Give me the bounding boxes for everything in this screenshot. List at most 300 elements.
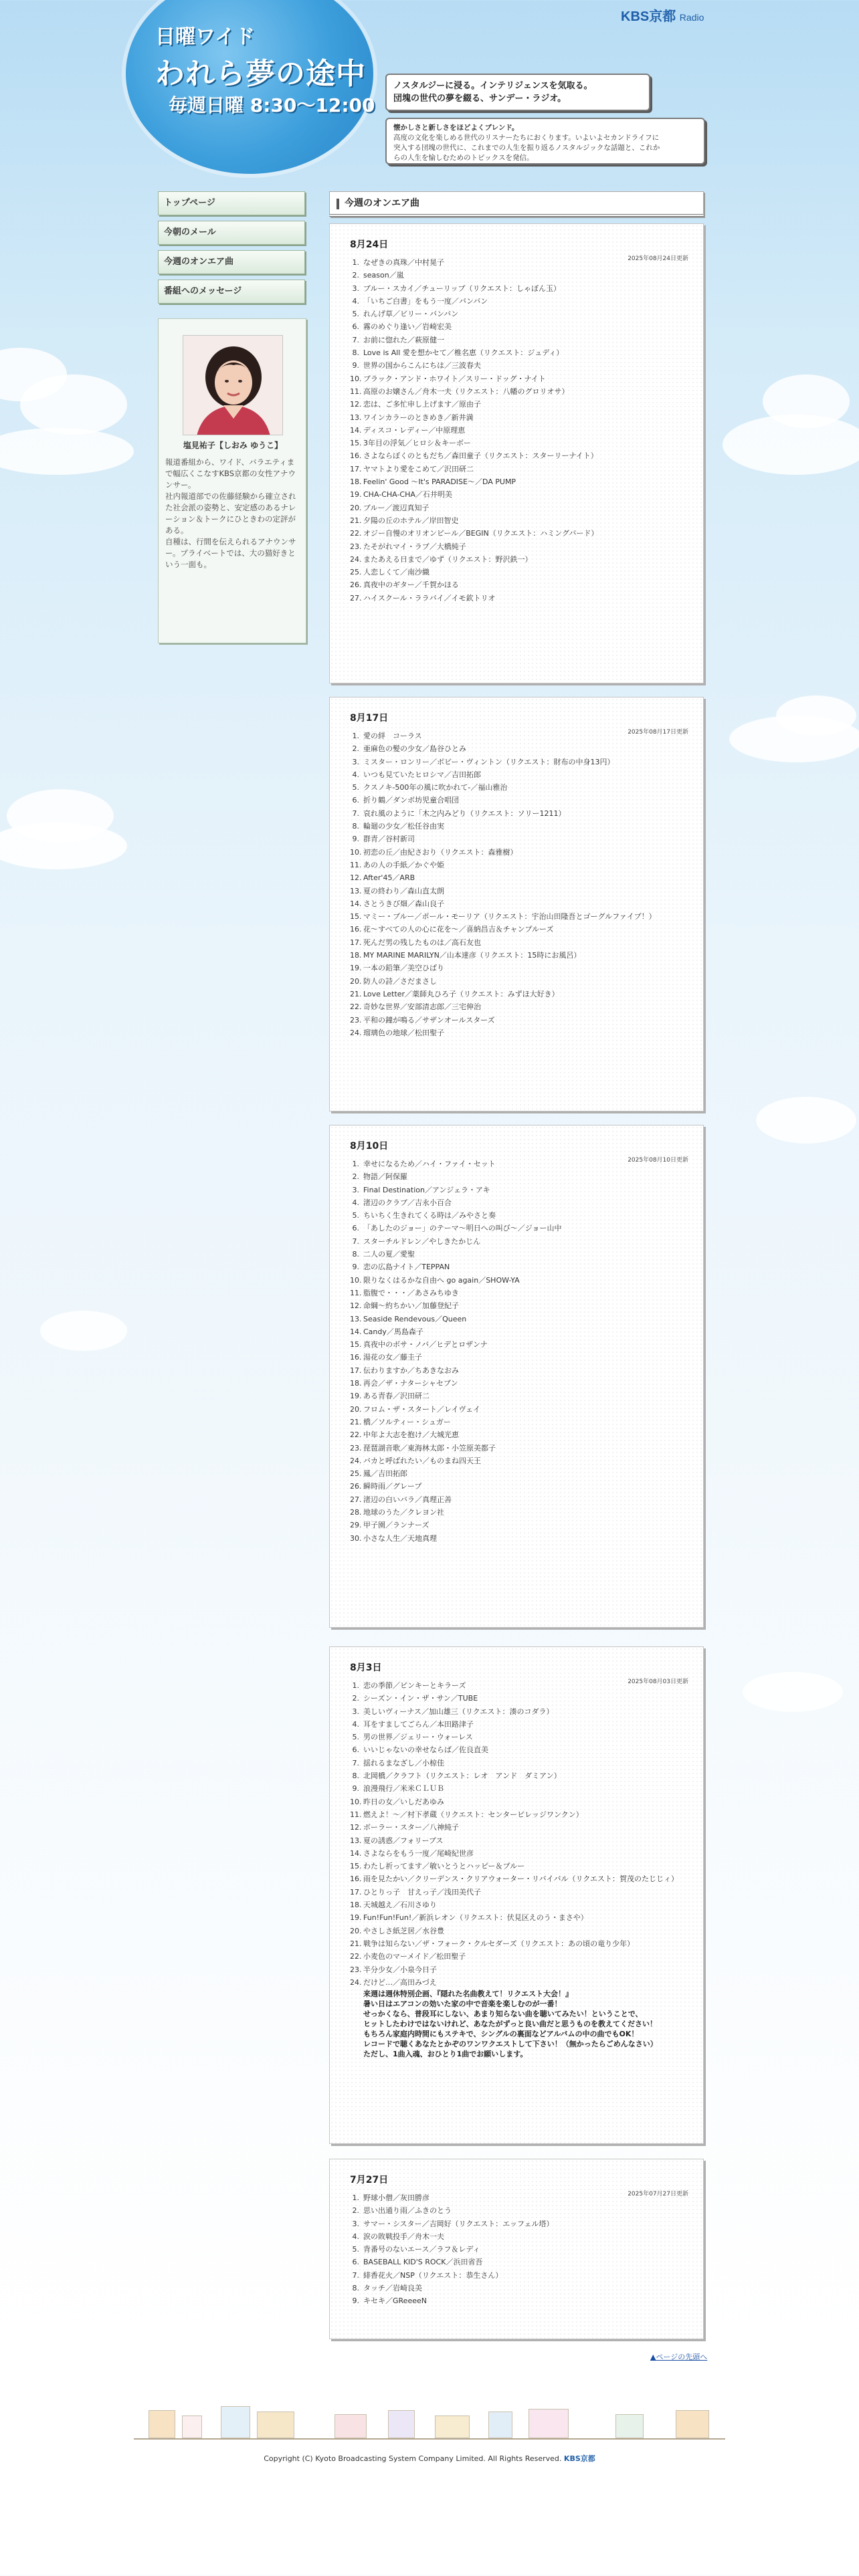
song-item [350, 1014, 688, 1027]
song-title: たそがれマイ・ラブ／大橋純子 [363, 542, 466, 551]
song-title: 男の世界／ジェリー・ウォーレス [363, 1733, 473, 1742]
song-list [350, 2191, 688, 2308]
song-number: 19. [350, 1392, 362, 1401]
song-item [350, 742, 688, 755]
song-title: 昨日の女／いしだあゆみ [363, 1797, 444, 1806]
song-title: 群青／谷村新司 [363, 835, 415, 844]
song-title: After'45／ARB [363, 873, 415, 883]
song-title: 死んだ男の残したものは／高石友也 [363, 938, 481, 947]
show-title: われら夢の途中 [155, 57, 366, 91]
song-number: 7. [352, 2270, 359, 2280]
song-title: 一本の鉛筆／美空ひばり [363, 964, 444, 973]
song-number: 20. [350, 976, 362, 986]
song-title: 緋香花火／NSP（リクエスト：恭生さん） [363, 2270, 503, 2280]
station-logo-sub: Radio [679, 12, 704, 23]
song-title: 瑠璃色の地球／松田聖子 [363, 1028, 444, 1037]
song-item [350, 269, 688, 282]
song-item [350, 540, 688, 553]
song-title: 橋／ソルティー・シュガー [363, 1417, 451, 1426]
tagline-box [385, 74, 650, 111]
song-title: 瞬時雨／グレープ [363, 1482, 422, 1491]
song-title: 幸せになるため／ハイ・ファイ・セット [363, 1160, 496, 1168]
station-logo-text: KBS京都 [621, 9, 676, 24]
song-item [350, 1493, 688, 1506]
song-item [350, 820, 688, 833]
song-number: 22. [350, 1952, 362, 1961]
onair-section [329, 2159, 704, 2339]
song-number: 11. [350, 860, 362, 869]
song-item [350, 1769, 688, 1782]
song-item [350, 807, 688, 820]
song-title: 浪漫飛行／米米ＣＬＵＢ [363, 1784, 444, 1794]
song-title: season／嵐 [363, 271, 404, 280]
song-title: クスノキ-500年の風に吹かれて-／福山雅治 [363, 783, 508, 792]
song-title: 脂腹で・・・／あさみちゆき [363, 1288, 459, 1297]
song-title: CHA-CHA-CHA／石井明美 [363, 490, 452, 500]
song-number: 18. [350, 951, 362, 960]
song-title: 天城越え／石川さゆり [363, 1901, 437, 1910]
song-number: 10. [350, 374, 362, 383]
song-title: 中年よ大志を抱け／大城光恵 [363, 1430, 459, 1440]
song-title: やさしさ紙芝居／水谷豊 [363, 1926, 444, 1935]
song-number: 21. [350, 516, 362, 525]
song-number: 14. [350, 1848, 362, 1858]
song-number: 1. [352, 1160, 359, 1168]
tagline-line: 団塊の世代の夢を綴る、サンデー・ラジオ。 [393, 94, 567, 104]
song-number: 13. [350, 413, 362, 422]
song-title: 防人の詩／さだまさし [363, 976, 437, 986]
song-item [350, 2269, 688, 2282]
song-item [350, 1222, 688, 1235]
intro-line: 懐かしさと新しさをほどよくブレンド。 [393, 124, 519, 132]
song-item [350, 1519, 688, 1531]
note-line: ただし、1曲入魂、おひとり1曲でお願いします。 [363, 2050, 528, 2059]
song-number: 30. [350, 1533, 362, 1543]
song-item [350, 1184, 688, 1196]
song-item [350, 295, 688, 308]
song-title: お前に惚れた／萩原健一 [363, 335, 444, 344]
song-number: 3. [352, 284, 359, 293]
song-number: 11. [350, 387, 362, 396]
song-number: 14. [350, 425, 362, 435]
song-number: 2. [352, 271, 359, 280]
footer-logo: KBS京都 [563, 2454, 595, 2463]
nav-item-onair[interactable]: 今週のオンエア曲 [158, 250, 305, 274]
song-number: 7. [352, 335, 359, 344]
song-title: 燃えよ！～／村下孝蔵（リクエスト：センタービレッジワンクン） [363, 1810, 583, 1819]
song-number: 2. [352, 1172, 359, 1182]
song-title: ハイスクール・ララバイ／イモ欽トリオ [363, 593, 496, 603]
song-title: 渚辺の白いバラ／真理正善 [363, 1495, 452, 1504]
song-title: さよならぼくのともだち／森田童子（リクエスト：スターリーナイト） [363, 451, 598, 461]
song-title: 渚辺のクラブ／吉永小百合 [363, 1198, 452, 1207]
onair-section [329, 1646, 704, 2144]
song-item [350, 1860, 688, 1872]
song-item [350, 1442, 688, 1455]
intro-line: らの人生を愉しむためのトピックスを発信。 [393, 154, 534, 162]
song-title: ちいちく生きれてくる時は／みやさと奏 [363, 1211, 496, 1220]
song-number: 15. [350, 912, 362, 922]
note-line: 来週は週休特別企画、『隠れた名曲教えて！リクエスト大会！』 [363, 1990, 573, 1999]
song-title: れんげ草／ビリー・バンバン [363, 310, 459, 319]
song-title: バカと呼ばれたい／ものまね四天王 [363, 1456, 481, 1465]
song-item [350, 1170, 688, 1183]
song-title: 揺れるまなざし／小椋佳 [363, 1758, 444, 1767]
page-top-link[interactable]: ▲ページの先頭へ [650, 2353, 708, 2361]
song-title: 美しいヴィーナス／加山雄三（リクエスト：湊のコダラ） [363, 1707, 554, 1716]
song-title: 愛の絆 コーラス [363, 732, 422, 740]
note-line: 暑い日はエアコンの効いた家の中で音楽を楽しむのが一番！ [363, 2000, 562, 2009]
song-title: 恋は、ご多忙申し上げます／原由子 [363, 400, 481, 409]
song-title: 折り鶴／ダンボ坊児童合唱団 [363, 796, 460, 805]
song-number: 6. [352, 796, 359, 805]
profile-name: 塩見祐子【しおみ ゆうこ】 [183, 441, 283, 450]
song-number: 2. [352, 744, 359, 754]
song-number: 1. [352, 1681, 359, 1690]
song-number: 14. [350, 899, 362, 908]
song-title: ディスコ・レディー／中原理恵 [363, 425, 466, 435]
song-number: 14. [350, 1327, 362, 1336]
section-updated: 2025年07月27日更新 [628, 2191, 688, 2197]
song-number: 8. [352, 1250, 359, 1259]
song-item [350, 463, 688, 475]
song-item [350, 1287, 688, 1299]
song-title: ミスター・ロンリー／ボビー・ヴィントン（リクエスト：財布の中身13円） [363, 757, 615, 766]
song-item [350, 1886, 688, 1899]
song-title: 伝わりますか／ちあきなおみ [363, 1366, 459, 1375]
song-title: 「いちご白書」をもう一度／バンバン [363, 296, 488, 306]
onair-section [329, 223, 704, 683]
section-date: 8月10日 [350, 1141, 389, 1152]
song-title: 二人の夏／愛聖 [363, 1250, 415, 1259]
song-item [350, 1506, 688, 1519]
song-item [350, 1455, 688, 1467]
song-title: ひとりっ子 甘えっ子／浅田美代子 [363, 1887, 481, 1897]
song-title: Feelin' Good ～It's PARADISE～／DA PUMP [363, 477, 516, 487]
song-item [350, 282, 688, 295]
song-item [350, 1808, 688, 1821]
profile-card [158, 318, 306, 643]
song-item [350, 1480, 688, 1493]
song-item [350, 1976, 688, 1989]
song-title: 3年目の浮気／ヒロシ＆キーボー [363, 439, 471, 448]
song-number: 4. [352, 1719, 359, 1729]
song-number: 20. [350, 1404, 362, 1414]
song-title: ブルー／渡辺真知子 [363, 503, 430, 512]
song-item [350, 962, 688, 974]
note-line: せっかくなら、普段耳にしない、あまり知らない曲を聴いてみたい！ということで、 [363, 2010, 643, 2019]
song-number: 4. [352, 296, 359, 306]
song-item [350, 794, 688, 807]
song-number: 6. [352, 1745, 359, 1755]
song-number: 26. [350, 1482, 362, 1491]
profile-bio-paragraph: 社内報道部での佐藤経験から確立された社会派の姿勢と、安定感のあるナレーション＆トークにひときわの定評がある。 [165, 492, 296, 535]
song-item [350, 2243, 688, 2256]
song-list [350, 1679, 688, 1989]
section-date: 7月27日 [350, 2175, 389, 2185]
song-number: 1. [352, 2193, 359, 2202]
song-number: 23. [350, 1015, 362, 1025]
song-number: 23. [350, 1443, 362, 1453]
song-number: 24. [350, 1977, 362, 1987]
song-title: 夕陽の丘のホテル／岸田智史 [363, 516, 459, 525]
note-line: ヒットしたわけではないけれど、あなたがずっと良い曲だと思うものを教えてください！ [363, 2020, 658, 2029]
song-number: 15. [350, 1862, 362, 1871]
song-number: 12. [350, 400, 362, 409]
song-number: 3. [352, 1185, 359, 1194]
song-number: 13. [350, 1314, 362, 1323]
song-number: 19. [350, 964, 362, 973]
song-title: 琵琶湖音歌／東海林太郎・小笠原美都子 [363, 1443, 496, 1453]
intro-line: 高度の文化を楽しめる世代のリスナーたちにおくります。いよいよセカンドライフに [393, 134, 660, 142]
song-title: さよならをもう一度／尾崎紀世彦 [363, 1848, 474, 1858]
song-number: 16. [350, 451, 362, 461]
song-title: 限りなくはるかな自由へ go again／SHOW-YA [363, 1275, 520, 1285]
song-title: マミー・ブルー／ポール・モーリア（リクエスト：宇治山田隆吾とゴーグルファイブ！） [363, 912, 656, 922]
song-item [350, 781, 688, 794]
song-number: 12. [350, 1301, 362, 1311]
song-title: 霧のめぐり逢い／岩崎宏美 [363, 322, 452, 332]
song-number: 11. [350, 1810, 362, 1819]
song-title: タッチ／岩崎良美 [363, 2284, 422, 2293]
song-number: 6. [352, 1224, 359, 1233]
song-number: 15. [350, 439, 362, 448]
song-item [350, 1834, 688, 1847]
song-item [350, 1692, 688, 1705]
onair-section [329, 1125, 704, 1628]
song-title: 再会／ザ・ナターシャセブン [363, 1379, 458, 1388]
song-item [350, 1911, 688, 1924]
song-title: Fun!Fun!Fun!／新浜レオン（リクエスト：伏見区えのう・まさや） [363, 1913, 588, 1923]
song-title: 高原のお嬢さん／舟木一夫（リクエスト：八幡のグロリオサ） [363, 387, 569, 396]
song-title: 真夜中のボサ・ノバ／ヒデとロザンナ [363, 1340, 488, 1350]
song-title: 夏の終わり／森山直太朗 [363, 886, 444, 895]
song-number: 23. [350, 542, 362, 551]
song-number: 7. [352, 1758, 359, 1767]
song-item [350, 1377, 688, 1390]
song-number: 10. [350, 1275, 362, 1285]
song-item [350, 1313, 688, 1325]
song-title: オジー自慢のオリオンビール／BEGIN（リクエスト：ハミングバード） [363, 529, 599, 538]
song-title: 亜麻色の髪の少女／島谷ひとみ [363, 744, 466, 754]
section-date: 8月17日 [350, 713, 389, 724]
song-item [350, 833, 688, 845]
song-item [350, 514, 688, 527]
song-item [350, 553, 688, 566]
song-title: ある青春／沢田研二 [363, 1392, 430, 1401]
song-number: 4. [352, 770, 359, 779]
song-item [350, 2218, 688, 2230]
song-number: 9. [352, 361, 359, 370]
song-item [350, 1000, 688, 1013]
song-number: 29. [350, 1521, 362, 1530]
song-title: だけど…／高田みづえ [363, 1977, 437, 1987]
song-item [350, 936, 688, 949]
song-number: 22. [350, 529, 362, 538]
song-title: シーズン・イン・ザ・サン／TUBE [363, 1694, 478, 1703]
song-title: 恋の季節／ピンキーとキラーズ [363, 1681, 466, 1690]
song-number: 17. [350, 938, 362, 947]
song-number: 16. [350, 925, 362, 934]
song-number: 20. [350, 503, 362, 512]
song-number: 7. [352, 809, 359, 818]
song-number: 24. [350, 1028, 362, 1037]
song-item [350, 1950, 688, 1963]
song-item [350, 385, 688, 398]
song-number: 21. [350, 989, 362, 998]
song-list [350, 256, 688, 605]
song-number: 15. [350, 1340, 362, 1350]
song-item [350, 1963, 688, 1976]
profile-portrait-icon [183, 336, 283, 435]
song-title: 野球小僧／灰田勝彦 [363, 2193, 430, 2202]
song-title: 耳をすましてごらん／本田路津子 [363, 1719, 474, 1729]
section-updated: 2025年08月03日更新 [628, 1679, 688, 1685]
song-number: 6. [352, 322, 359, 332]
song-number: 8. [352, 1772, 359, 1781]
song-number: 3. [352, 757, 359, 766]
song-number: 24. [350, 1456, 362, 1465]
song-item [350, 1847, 688, 1860]
song-number: 3. [352, 2219, 359, 2228]
song-title: 湯花の女／藤圭子 [363, 1353, 422, 1362]
song-number: 17. [350, 1366, 362, 1375]
station-logo[interactable] [621, 5, 704, 25]
song-item [350, 449, 688, 462]
song-item [350, 1782, 688, 1795]
song-title: 思い出通り雨／ふきのとう [363, 2206, 452, 2216]
song-title: あの人の手紙／かぐや姫 [363, 860, 444, 869]
song-number: 9. [352, 1784, 359, 1794]
song-item [350, 859, 688, 871]
song-item [350, 988, 688, 1000]
song-number: 16. [350, 1353, 362, 1362]
song-item [350, 756, 688, 768]
song-item [350, 1428, 688, 1441]
song-title: Final Destination／アンジェラ・アキ [363, 1185, 490, 1194]
song-number: 17. [350, 1887, 362, 1897]
song-title: 「あしたのジョー」のテーマ～明日への叫び～／ジョー山中 [363, 1224, 562, 1233]
song-number: 1. [352, 732, 359, 740]
song-title: 真夜中のギター／千賀かほる [363, 580, 459, 590]
song-number: 9. [352, 1263, 359, 1272]
song-title: いつも見ていたヒロシマ／吉田拓郎 [363, 770, 481, 779]
song-number: 3. [352, 1707, 359, 1716]
song-number: 9. [352, 835, 359, 844]
song-number: 20. [350, 1926, 362, 1935]
song-number: 5. [352, 1211, 359, 1220]
song-number: 22. [350, 1430, 362, 1440]
song-number: 8. [352, 348, 359, 358]
song-title: さとうきび畑／森山良子 [363, 899, 444, 908]
song-number: 28. [350, 1508, 362, 1517]
section-updated: 2025年08月17日更新 [628, 729, 688, 736]
song-item [350, 1390, 688, 1402]
song-number: 13. [350, 1836, 362, 1845]
song-item [350, 2204, 688, 2217]
song-number: 4. [352, 2232, 359, 2241]
song-title: ボーラー・スター／八神純子 [363, 1823, 459, 1832]
song-item [350, 2256, 688, 2268]
song-number: 22. [350, 1002, 362, 1012]
song-title: 地球のうた／クレヨン社 [363, 1508, 444, 1517]
song-number: 25. [350, 1469, 362, 1479]
song-item [350, 566, 688, 578]
show-schedule: 毎週日曜 8:30～12:00 [169, 94, 375, 116]
song-title: 物語／阿保羅 [363, 1172, 407, 1182]
song-number: 2. [352, 1694, 359, 1703]
song-number: 9. [352, 2296, 359, 2306]
song-item [350, 1899, 688, 1911]
song-item [350, 975, 688, 988]
song-item [350, 2230, 688, 2243]
song-item [350, 1757, 688, 1769]
footer-divider [134, 2438, 725, 2440]
song-number: 19. [350, 490, 362, 500]
song-item [350, 1261, 688, 1273]
song-number: 16. [350, 1874, 362, 1884]
song-title: 背番号のないエース／ラフ＆レディ [363, 2245, 480, 2254]
nav-item-mail[interactable]: 今朝のメール [158, 221, 305, 245]
song-number: 2. [352, 2206, 359, 2216]
song-item [350, 359, 688, 372]
song-item [350, 1248, 688, 1261]
song-item [350, 1937, 688, 1950]
song-item [350, 578, 688, 591]
song-item [350, 1467, 688, 1480]
song-number: 27. [350, 593, 362, 603]
song-title: またあえる日まで／ゆず（リクエスト：野沢鉄一） [363, 554, 533, 564]
song-number: 12. [350, 873, 362, 883]
intro-line: 突入する団塊の世代に、これまでの人生を振り返るノスタルジックな話題と、これか [393, 144, 660, 152]
song-number: 8. [352, 2284, 359, 2293]
song-title: 戦争は知らない／ザ・フォーク・クルセダーズ（リクエスト：あの頃の竜り少年） [363, 1939, 635, 1948]
song-title: Love Letter／薬師丸ひろ子（リクエスト：みずほ大好き） [363, 989, 559, 998]
song-item [350, 885, 688, 897]
song-title: ブルー・スカイ／チューリップ（リクエスト：しゃぼん玉） [363, 284, 561, 293]
note-line: レコードで聴くあなたとかぞのワンワクエストして下さい！（無かったらごめんなさい） [363, 2040, 658, 2049]
song-item [350, 488, 688, 501]
song-item [350, 1532, 688, 1545]
song-number: 18. [350, 477, 362, 487]
song-title: 世界の国からこんにちは／三波春夫 [363, 361, 481, 370]
song-item [350, 910, 688, 923]
song-item [350, 949, 688, 962]
song-title: 鳳／吉田拓郎 [363, 1469, 407, 1479]
song-item [350, 1235, 688, 1248]
song-number: 1. [352, 258, 359, 267]
song-title: 初恋の丘／由紀さおり（リクエスト：森雅樹） [363, 847, 518, 857]
profile-bio-paragraph: 報道番組から、ワイド、バラエティまで幅広くこなすKBS京都の女性アナウンサー。 [165, 457, 296, 490]
song-item [350, 437, 688, 449]
nav-item-top[interactable]: トップページ [158, 191, 305, 215]
song-item [350, 1274, 688, 1287]
song-title: BASEBALL KID'S ROCK／浜田省吾 [363, 2258, 483, 2267]
song-item [350, 1821, 688, 1834]
nav-item-message[interactable]: 番組へのメッセージ [158, 280, 305, 304]
song-number: 4. [352, 1198, 359, 1207]
song-number: 12. [350, 1823, 362, 1832]
song-item [350, 1796, 688, 1808]
song-number: 24. [350, 554, 362, 564]
profile-photo [183, 335, 283, 435]
song-item [350, 346, 688, 359]
song-item [350, 1325, 688, 1338]
note-line: もちろん家庭内時間にもステキで、シングルの裏面などアルバムの中の曲でもOK！ [363, 2030, 639, 2039]
section-updated: 2025年08月24日更新 [628, 255, 688, 262]
song-item [350, 1027, 688, 1039]
profile-bio [165, 457, 302, 570]
